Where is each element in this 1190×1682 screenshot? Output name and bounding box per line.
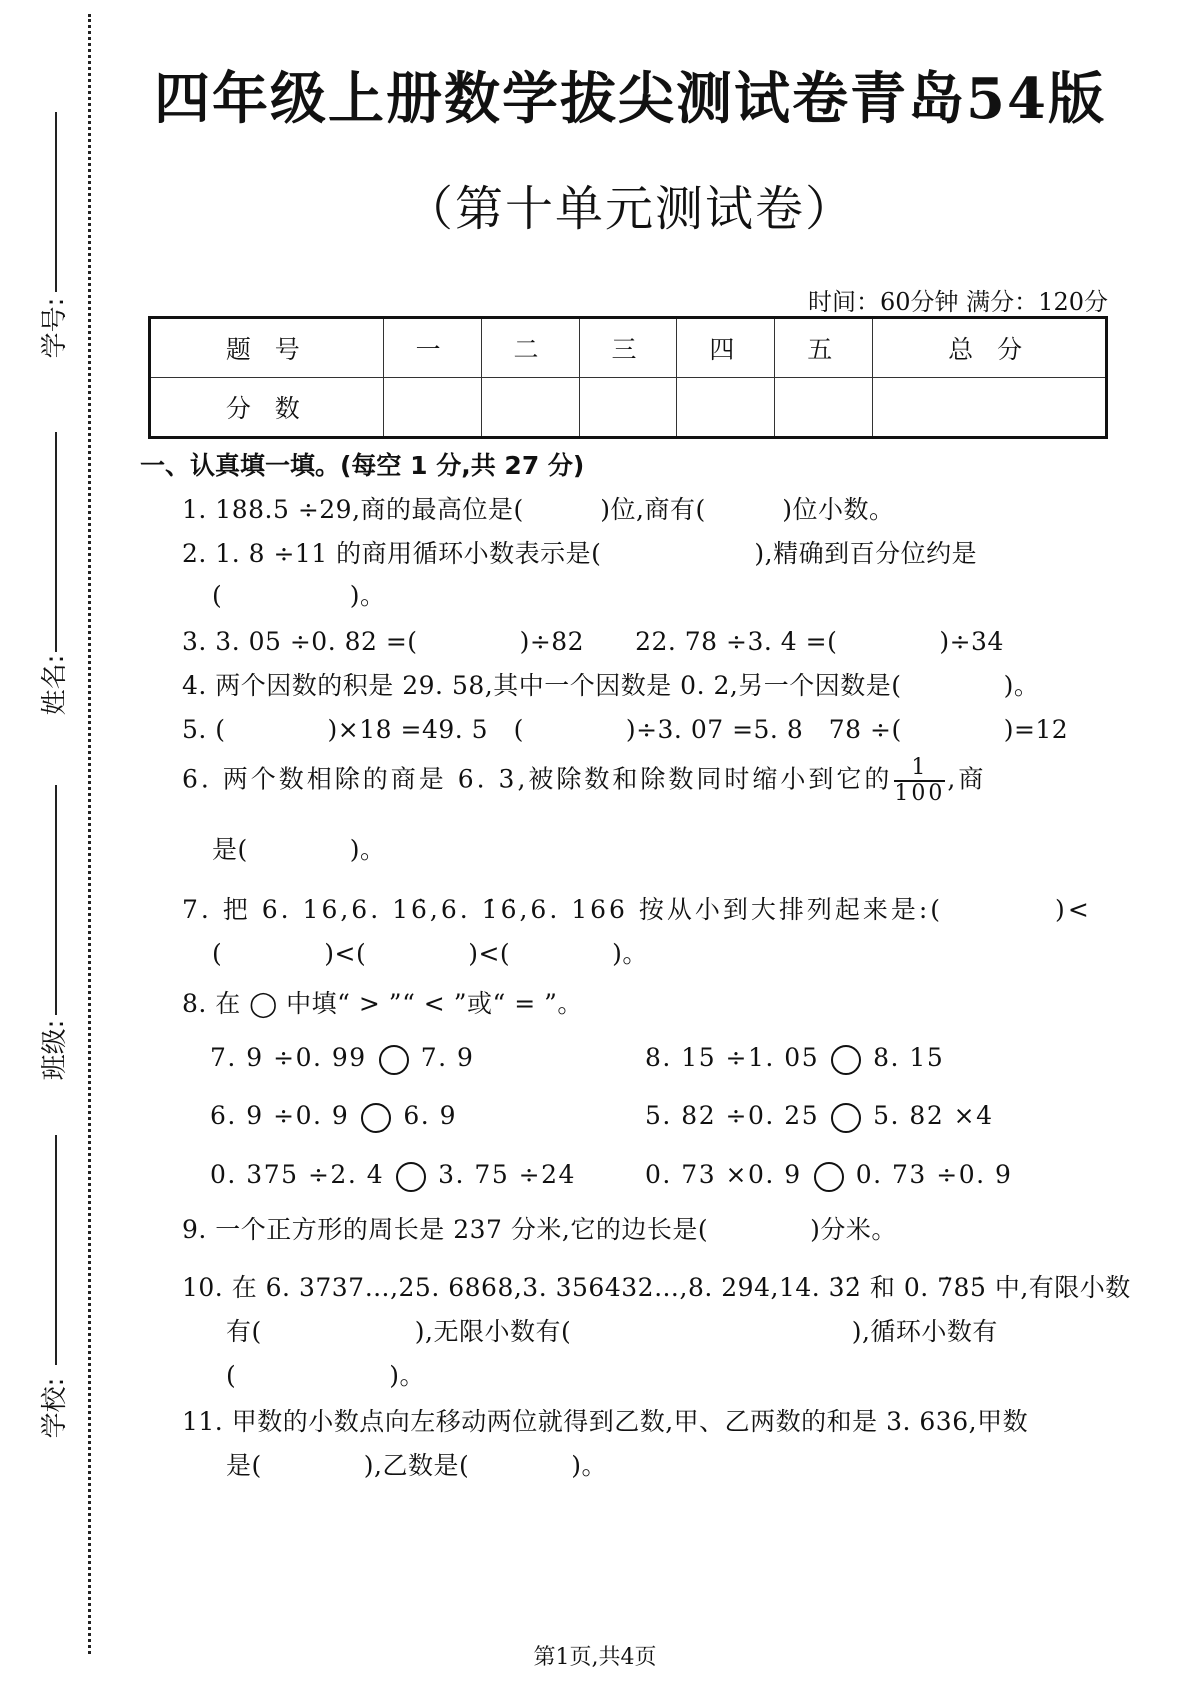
page-subtitle: （第十单元测试卷） [404, 181, 855, 237]
compare-item [210, 1101, 457, 1133]
question-10: 10. 在 6. 3737…,25. 6868,3. 356432…,8. 294,14. 3̇2̇ 和 0. 7̇85̇ 中,有限小数 [182, 1273, 1131, 1302]
question-11-cont: 是( ),乙数是( )。 [226, 1451, 607, 1480]
compare-right: 5. 82 ×4 [873, 1101, 994, 1130]
question-9: 9. 一个正方形的周长是 237 分米,它的边长是( )分米。 [182, 1215, 897, 1244]
score-header-cell: 一 [383, 318, 481, 378]
question-6-tail: ,商 [947, 764, 987, 794]
class-label: 班级: [39, 1019, 70, 1081]
score-cell[interactable] [383, 378, 481, 438]
fraction-denominator: 100 [894, 781, 946, 807]
compare-right: 8. 15 [873, 1043, 945, 1072]
question-2-cont: ( )。 [212, 581, 386, 610]
score-cell[interactable] [579, 378, 677, 438]
question-10-cont2: ( )。 [226, 1361, 426, 1390]
question-7: 7. 把 6. 16,6. 16̇,6. 1̇6̇,6. 166 按从小到大排列起来是:( )< [182, 895, 1092, 924]
compare-right: 3. 75 ÷24 [438, 1160, 576, 1189]
question-4: 4. 两个因数的积是 29. 58,其中一个因数是 0. 2,另一个因数是( )。 [182, 671, 1040, 700]
score-header-cell: 四 [677, 318, 775, 378]
compare-item [645, 1160, 1012, 1192]
score-header-cell: 二 [481, 318, 579, 378]
compare-circle[interactable] [831, 1103, 861, 1133]
question-5: 5. ( )×18 =49. 5 ( )÷3. 07 =5. 8 78 ÷( )=12 [182, 715, 1069, 744]
name-label: 姓名: [39, 654, 70, 716]
compare-left: 8. 15 ÷1. 05 [645, 1043, 820, 1072]
compare-circle[interactable] [396, 1162, 426, 1192]
question-2: 2. 1. 8 ÷11 的商用循环小数表示是( ),精确到百分位约是 [182, 539, 978, 568]
compare-item [210, 1043, 474, 1075]
school-rule [55, 1135, 57, 1365]
question-8: 8. 在 ◯ 中填“ > ”“ < ”或“ = ”。 [182, 989, 583, 1018]
score-header-cell: 五 [775, 318, 873, 378]
score-header-cell: 题 号 [150, 318, 384, 378]
compare-circle[interactable] [814, 1162, 844, 1192]
class-rule [55, 785, 57, 1015]
binding-dotted-line [88, 14, 91, 1654]
compare-right: 0. 73 ÷0. 9 [855, 1160, 1013, 1189]
fraction [894, 756, 945, 806]
score-header-cell: 三 [579, 318, 677, 378]
compare-left: 0. 375 ÷2. 4 [210, 1160, 385, 1189]
page-title: 四年级上册数学拔尖测试卷青岛54版 [154, 66, 1106, 132]
score-table-score-row [150, 378, 1107, 438]
question-10-cont: 有( ),无限小数有( ),循环小数有 [226, 1317, 998, 1346]
compare-item [645, 1043, 944, 1075]
score-cell[interactable] [873, 378, 1107, 438]
compare-item [645, 1101, 994, 1133]
section-1-heading: 一、认真填一填。(每空 1 分,共 27 分) [140, 451, 585, 480]
question-6 [182, 756, 986, 806]
student-no-label: 学号: [39, 297, 70, 359]
score-table [148, 316, 1108, 439]
question-3: 3. 3. 05 ÷0. 82 =( )÷82 22. 78 ÷3. 4 =( )÷34 [182, 627, 1004, 656]
compare-circle[interactable] [361, 1103, 391, 1133]
compare-circle[interactable] [379, 1045, 409, 1075]
score-cell[interactable] [677, 378, 775, 438]
score-table-header-row [150, 318, 1107, 378]
question-6-cont: 是( )。 [212, 835, 386, 864]
compare-item [210, 1160, 576, 1192]
score-cell[interactable] [481, 378, 579, 438]
compare-left: 5. 82 ÷0. 25 [645, 1101, 820, 1130]
score-header-cell: 总 分 [873, 318, 1107, 378]
score-row-label: 分 数 [150, 378, 384, 438]
compare-left: 0. 73 ×0. 9 [645, 1160, 802, 1189]
score-cell[interactable] [775, 378, 873, 438]
school-label: 学校: [39, 1377, 70, 1439]
compare-left: 7. 9 ÷0. 99 [210, 1043, 367, 1072]
fraction-numerator: 1 [894, 756, 945, 782]
student-no-rule [55, 112, 57, 292]
compare-right: 6. 9 [403, 1101, 458, 1130]
compare-circle[interactable] [831, 1045, 861, 1075]
exam-meta: 时间：60分钟 满分：120分 [808, 288, 1108, 316]
question-11: 11. 甲数的小数点向左移动两位就得到乙数,甲、乙两数的和是 3. 636,甲数 [182, 1407, 1029, 1436]
question-1: 1. 188.5 ÷29,商的最高位是( )位,商有( )位小数。 [182, 495, 895, 524]
compare-right: 7. 9 [420, 1043, 475, 1072]
compare-left: 6. 9 ÷0. 9 [210, 1101, 350, 1130]
name-rule [55, 432, 57, 652]
page-footer: 第1页,共4页 [533, 1645, 657, 1670]
question-7-cont: ( )<( )<( )。 [212, 939, 648, 968]
question-6-text: 6. 两个数相除的商是 6. 3,被除数和除数同时缩小到它的 [182, 764, 893, 794]
